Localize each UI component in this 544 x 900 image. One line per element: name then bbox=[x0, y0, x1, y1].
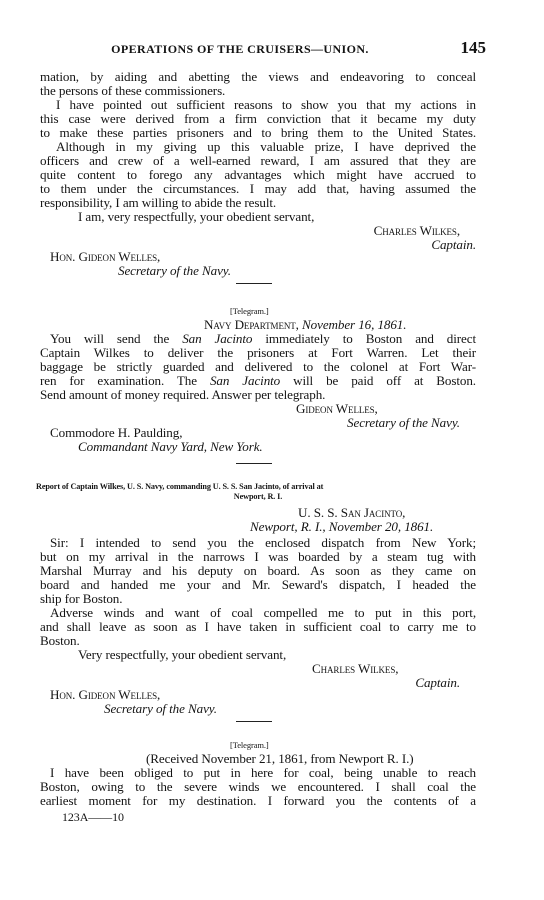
body-line: officers and crew of a well-earned reward, I am assured that they are bbox=[40, 153, 476, 168]
body-line: baggage be strictly guarded and delivered to the colonel at Fort War- bbox=[40, 359, 476, 374]
body-line: board and handed me your and Mr. Seward's dispatch, I headed the bbox=[40, 577, 476, 592]
signature-name: Charles Wilkes, bbox=[312, 661, 399, 676]
addressee-name: Hon. Gideon Welles, bbox=[50, 687, 161, 702]
body-line: Captain Wilkes to deliver the prisoners at Fort Warren. Let their bbox=[40, 345, 476, 360]
body-line: Adverse winds and want of coal compelled me to put in this port, bbox=[50, 605, 476, 620]
signature-title: Captain. bbox=[415, 675, 460, 690]
body-line: You will send the San Jacinto immediately to Boston and direct bbox=[50, 331, 476, 346]
ship-heading: U. S. S. San Jacinto, bbox=[298, 505, 406, 520]
document-caption-line2: Newport, R. I. bbox=[233, 492, 283, 501]
body-line: the persons of these commissioners. bbox=[40, 83, 226, 98]
closing-line: I am, very respectfully, your obedient servant, bbox=[78, 209, 315, 224]
signature-name: Gideon Welles, bbox=[296, 401, 378, 416]
body-line: Send amount of money required. Answer per telegraph. bbox=[40, 387, 326, 402]
body-line: mation, by aiding and abetting the views and endeavoring to conceal bbox=[40, 69, 476, 84]
addressee-title: Commandant Navy Yard, New York. bbox=[78, 439, 263, 454]
body-line: but on my arrival in the narrows I was boarded by a steam tug with bbox=[40, 549, 476, 564]
addressee-title: Secretary of the Navy. bbox=[104, 701, 217, 716]
body-line: this case were derived from a firm conviction that it became my duty bbox=[40, 111, 476, 126]
body-line: to them under the circumstances. I may add that, having assumed the bbox=[40, 181, 476, 196]
body-line: to make these parties prisoners and to bring them to the United States. bbox=[40, 125, 476, 140]
signature-title: Captain. bbox=[431, 237, 476, 252]
received-note: (Received November 21, 1861, from Newport R. I.) bbox=[146, 751, 414, 766]
signature-mark: 123A——10 bbox=[62, 810, 124, 824]
document-caption: Report of Captain Wilkes, U. S. Navy, commanding U. S. S. San Jacinto, of arrival at bbox=[36, 482, 324, 491]
section-divider bbox=[236, 463, 272, 464]
body-line: Although in my giving up this valuable prize, I have deprived the bbox=[56, 139, 476, 154]
dateline bbox=[204, 318, 476, 332]
body-line: earliest moment for my destination. I forward you the contents of a bbox=[40, 793, 476, 808]
running-head: OPERATIONS OF THE CRUISERS—UNION. bbox=[111, 42, 369, 56]
body-line: I have been obliged to put in here for coal, being unable to reach bbox=[50, 765, 476, 780]
dateline: Newport, R. I., November 20, 1861. bbox=[250, 519, 434, 534]
addressee-title: Secretary of the Navy. bbox=[118, 263, 231, 278]
telegram-tag: [Telegram.] bbox=[230, 306, 269, 316]
body-line: quite content to forego any advantages which might have accrued to bbox=[40, 167, 476, 182]
dateline-place: Navy Department, bbox=[204, 317, 299, 332]
section-divider bbox=[236, 283, 272, 284]
section-divider bbox=[236, 721, 272, 722]
dateline-date: November 16, 1861. bbox=[302, 317, 407, 332]
addressee-name: Hon. Gideon Welles, bbox=[50, 249, 161, 264]
body-line: ship for Boston. bbox=[40, 591, 123, 606]
closing-line: Very respectfully, your obedient servant, bbox=[78, 647, 287, 662]
signature-name: Charles Wilkes, bbox=[373, 223, 460, 238]
page-number: 145 bbox=[460, 38, 486, 57]
body-line: ren for examination. The San Jacinto will be paid off at Boston. bbox=[40, 373, 476, 388]
body-line: Sir: I intended to send you the enclosed dispatch from New York; bbox=[50, 535, 476, 550]
body-line: Boston. bbox=[40, 633, 80, 648]
signature-title: Secretary of the Navy. bbox=[347, 415, 460, 430]
body-line: Marshal Murray and his deputy on board. As soon as they came on bbox=[40, 563, 476, 578]
telegram-tag: [Telegram.] bbox=[230, 740, 269, 750]
body-line: Boston, owing to the severe winds we encountered. I shall coal the bbox=[40, 779, 476, 794]
body-line: responsibility, I am willing to abide the result. bbox=[40, 195, 277, 210]
body-line: I have pointed out sufficient reasons to show you that my actions in bbox=[56, 97, 476, 112]
addressee-name: Commodore H. Paulding, bbox=[50, 425, 183, 440]
body-line: and shall leave as soon as I have taken in sufficient coal to carry me to bbox=[40, 619, 476, 634]
